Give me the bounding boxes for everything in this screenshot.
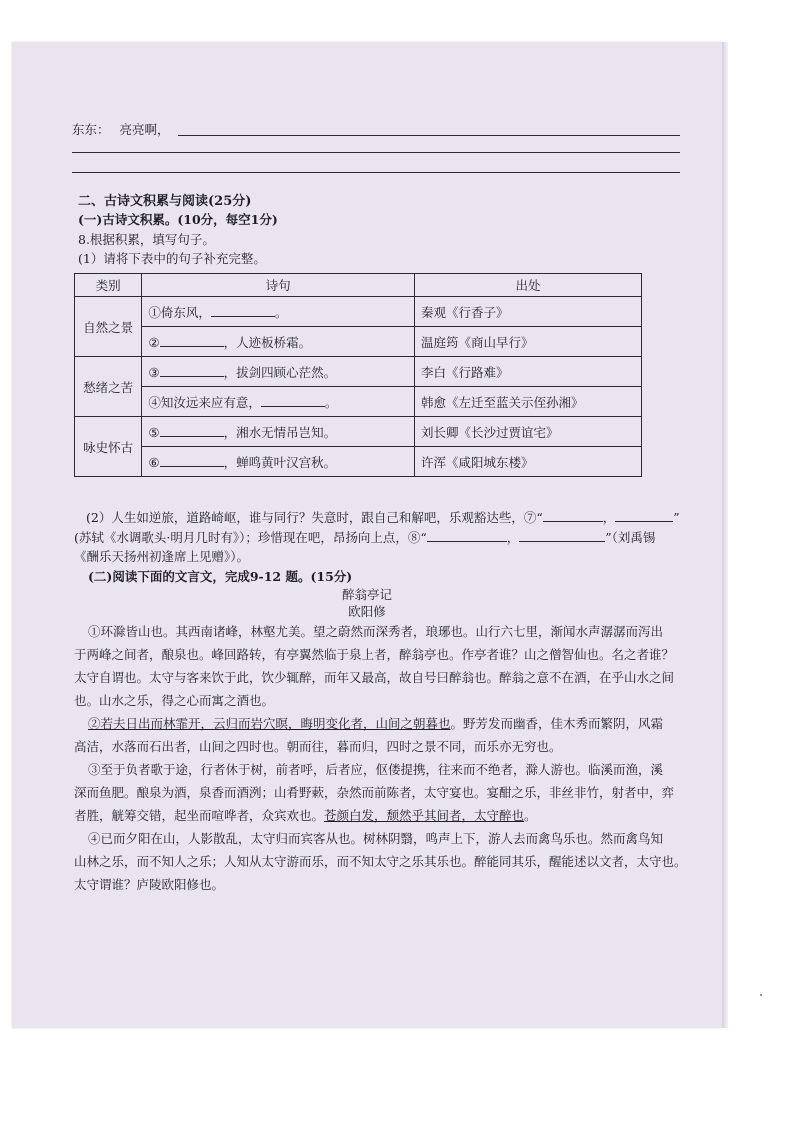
fill-blank-8b[interactable] (519, 529, 605, 542)
header-source: 出处 (414, 274, 641, 297)
poem-cell: ⑥ ，蝉鸣黄叶汉宫秋。 (142, 447, 415, 477)
essay-paragraph-1-cont: 于两峰之间者，酿泉也。峰回路转，有亭翼然临于泉上者，醉翁亭也。作亭者谁？山之僧智仙也。名之者谁？ 太守自谓也。太守与客来饮于此，饮少辄醉，而年又最高，故自号曰醉翁也。醉翁之意不在酒，在乎山水之间 也。山水之乐，得之心而寓之酒也。 (74, 647, 675, 708)
source-cell: 刘长卿《长沙过贾谊宅》 (414, 417, 641, 447)
poem-cell: ③ ，拔剑四顾心茫然。 (142, 357, 415, 387)
essay-paragraph-1: ①环滁皆山也。其西南诸峰，林壑尤美。望之蔚然而深秀者，琅琊也。山行六七里，渐闻水声潺潺而泻出 (88, 624, 664, 639)
question-8-1: (1）请将下表中的句子补充完整。 (78, 251, 266, 266)
answer-line-2[interactable] (72, 152, 680, 153)
source-cell: 温庭筠《商山早行》 (414, 327, 641, 357)
table-header-row (75, 274, 642, 297)
poem-table (74, 273, 642, 477)
table-row (75, 387, 642, 417)
fill-blank[interactable] (160, 424, 224, 437)
fill-blank-8a[interactable] (427, 529, 507, 542)
question-8-2-line2: (苏轼《水调歌头·明月几时有》）；珍惜现在吧，昂扬向上点，⑧“ ， ”（刘禹锡 (74, 530, 656, 545)
answer-line-3[interactable] (72, 172, 680, 173)
dialogue-speaker: 东东： 亮亮啊， (72, 122, 170, 137)
essay-paragraph-4: ④已而夕阳在山，人影散乱，太守归而宾客从也。树林阴翳，鸣声上下，游人去而禽鸟乐也。然而禽鸟知 (88, 831, 664, 846)
section-title: 二、古诗文积累与阅读(25分) (78, 194, 252, 209)
question-8-2-line1: (2）人生如逆旅，道路崎岖，谁与同行？失意时，跟自己和解吧，乐观豁达些，⑦“ ， ” (86, 510, 680, 525)
table-row (75, 447, 642, 477)
poem-cell: ④知汝远来应有意， 。 (142, 387, 415, 417)
table-row (75, 417, 642, 447)
category-cell: 愁绪之苦 (75, 357, 142, 417)
header-category: 类别 (75, 274, 142, 297)
exam-content (12, 42, 722, 1028)
fill-blank[interactable] (160, 364, 224, 377)
fill-blank[interactable] (261, 394, 325, 407)
source-cell: 许浑《咸阳城东楼》 (414, 447, 641, 477)
essay-paragraph-3: ③至于负者歌于途，行者休于树，前者呼，后者应，伛偻提携，往来而不绝者，滁人游也。临溪而渔，溪 (88, 762, 664, 777)
category-cell: 自然之景 (75, 297, 142, 357)
part1-title: (一)古诗文积累。(10分，每空1分) (78, 212, 278, 227)
essay-paragraph-2: ②若夫日出而林霏开，云归而岩穴暝，晦明变化者，山间之朝暮也。野芳发而幽香，佳木秀而繁阴，风霜 (88, 716, 664, 731)
essay-paragraph-2-cont: 高洁，水落而石出者，山间之四时也。朝而往，暮而归，四时之景不同，而乐亦无穷也。 (74, 739, 562, 754)
table-row (75, 357, 642, 387)
fill-blank-7a[interactable] (543, 509, 603, 522)
part2-title: (二)阅读下面的文言文，完成9-12 题。(15分) (88, 569, 353, 584)
poem-cell: ② ，人迹板桥霜。 (142, 327, 415, 357)
table-row (75, 297, 642, 327)
scan-speck (760, 994, 762, 996)
header-poem-line: 诗句 (142, 274, 415, 297)
paper-edge-shadow (722, 42, 728, 1028)
source-cell: 李白《行路难》 (414, 357, 641, 387)
essay-author: 欧阳修 (348, 604, 386, 619)
fill-blank-7b[interactable] (615, 509, 673, 522)
poem-cell: ①倚东风， 。 (142, 297, 415, 327)
source-cell: 韩愈《左迁至蓝关示侄孙湘》 (414, 387, 641, 417)
poem-cell: ⑤ ，湘水无情吊岂知。 (142, 417, 415, 447)
essay-paragraph-3-cont: 深而鱼肥。酿泉为酒，泉香而酒洌；山肴野蔌，杂然而前陈者，太守宴也。宴酣之乐，非丝非竹，射者中，弈 者胜，觥筹交错，起坐而喧哗者，众宾欢也。苍颜白发，颓然乎其间者，太守醉也。 (74, 785, 675, 823)
essay-paragraph-4-cont: 山林之乐，而不知人之乐；人知从太守游而乐，而不知太守之乐其乐也。醉能同其乐，醒能述以文者，太守也。 太守谓谁？庐陵欧阳修也。 (74, 854, 687, 892)
fill-blank[interactable] (211, 304, 275, 317)
answer-line-1[interactable] (178, 135, 680, 136)
fill-blank[interactable] (160, 454, 224, 467)
category-cell: 咏史怀古 (75, 417, 142, 477)
table-row (75, 327, 642, 357)
essay-title: 醉翁亭记 (341, 587, 392, 602)
source-cell: 秦观《行香子》 (414, 297, 641, 327)
question-8-2-line3: 《酬乐天扬州初逢席上见赠》）。 (74, 549, 250, 564)
question-8: 8.根据积累，填写句子。 (78, 232, 215, 247)
fill-blank[interactable] (160, 334, 224, 347)
